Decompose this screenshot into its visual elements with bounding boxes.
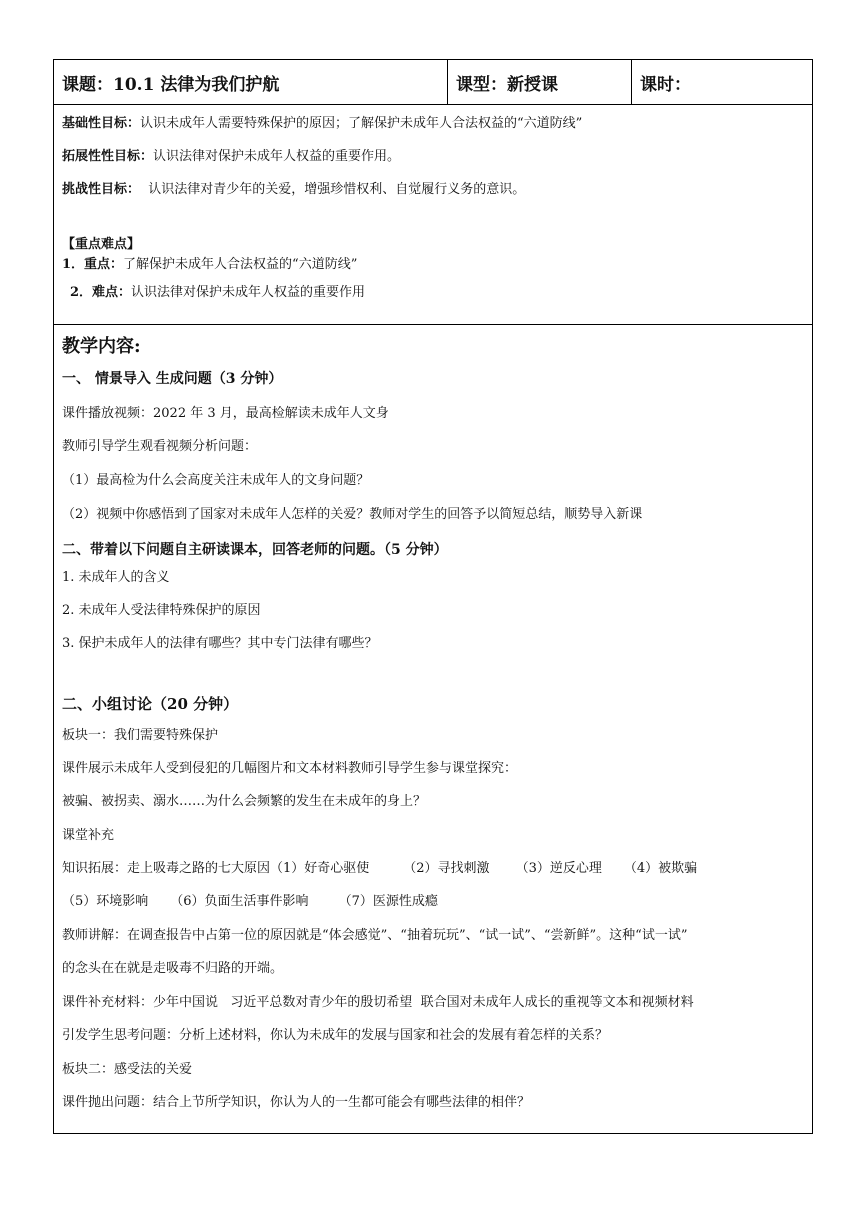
s1-line-3: （1）最高检为什么会高度关注未成年人的文身问题？ xyxy=(62,473,370,488)
section-1-title: 一、 情景导入 生成问题（3 分钟） xyxy=(62,371,283,387)
key-title-text: 【重点难点】 xyxy=(62,237,141,252)
extended-goal xyxy=(62,149,400,165)
s3-line-2: 课件展示未成年人受到侵犯的几幅图片和文本材料教师引导学生参与课堂探究： xyxy=(62,761,518,776)
content-row xyxy=(54,325,813,1134)
s3-line-9: 课件补充材料：少年中国说 习近平总数对青少年的殷切希望 联合国对未成年人成长的重视等文本和视频材料 xyxy=(62,995,694,1010)
s3-line-3: 被骗、被拐卖、溺水……为什么会频繁的发生在未成年的身上？ xyxy=(62,794,427,809)
period-text: 课时： xyxy=(640,74,691,95)
s3-line-12: 课件抛出问题：结合上节所学知识，你认为人的一生都可能会有哪些法律的相伴？ xyxy=(62,1095,531,1110)
basic-goal-label: 基础性目标： xyxy=(62,116,141,131)
key-point-2-text: 认识法律对保护未成年人权益的重要作用 xyxy=(131,285,366,300)
s3-line-8: 的念头在在就是走吸毒不归路的开端。 xyxy=(62,961,284,976)
extended-goal-label: 拓展性性目标： xyxy=(62,149,154,164)
s3-line-1: 板块一：我们需要特殊保护 xyxy=(62,728,219,743)
period-cell xyxy=(632,60,813,105)
s3-line-5 xyxy=(62,861,697,877)
s2-line-3: 3. 保护未成年人的法律有哪些？其中专门法律有哪些？ xyxy=(62,636,378,651)
challenge-goal-text: 认识法律对青少年的关爱，增强珍惜权利、自觉履行义务的意识。 xyxy=(140,182,526,197)
challenge-goal xyxy=(62,182,525,198)
s3-line-5-c: （3）逆反心理 xyxy=(515,861,602,876)
topic-text: 课题：10.1 法律为我们护航 xyxy=(62,74,280,95)
s3-line-11: 板块二：感受法的关爱 xyxy=(62,1062,193,1077)
header-row xyxy=(54,60,813,105)
key-point-1-label: 1．重点： xyxy=(62,257,124,272)
s3-line-4: 课堂补充 xyxy=(62,828,115,843)
s3-line-6-b: （6）负面生活事件影响 xyxy=(170,894,309,909)
s3-line-10: 引发学生思考问题：分析上述材料，你认为未成年的发展与国家和社会的发展有着怎样的关系？ xyxy=(62,1028,609,1043)
lesson-plan-table xyxy=(53,59,813,1134)
key-point-1 xyxy=(62,257,357,273)
basic-goal-text: 认识未成年人需要特殊保护的原因；了解保护未成年人合法权益的“六道防线” xyxy=(140,116,583,131)
goals-block xyxy=(54,105,812,324)
challenge-goal-label: 挑战性目标： xyxy=(62,182,141,197)
section-3-title: 二、小组讨论（20 分钟） xyxy=(62,695,239,713)
basic-goal xyxy=(62,116,582,132)
content-title: 教学内容: xyxy=(62,336,141,357)
s3-line-7: 教师讲解：在调查报告中占第一位的原因就是“体会感觉”、“抽着玩玩”、“试一试”、“尝新鲜”。这种“试一试” xyxy=(62,928,688,943)
s3-line-6-c: （7）医源性成瘾 xyxy=(338,894,438,909)
s2-line-1: 1. 未成年人的含义 xyxy=(62,570,170,585)
content-block xyxy=(54,325,812,1133)
s3-line-5-a: 知识拓展：走上吸毒之路的七大原因（1）好奇心驱使 xyxy=(62,861,370,876)
topic-cell xyxy=(54,60,448,105)
content-cell xyxy=(54,325,813,1134)
s3-line-5-d: （4）被欺骗 xyxy=(623,861,698,876)
s1-line-4: （2）视频中你感悟到了国家对未成年人怎样的关爱？教师对学生的回答予以简短总结，顺势导入新课 xyxy=(62,507,643,522)
type-cell xyxy=(448,60,632,105)
s3-line-5-b: （2）寻找刺激 xyxy=(403,861,490,876)
key-title xyxy=(62,237,140,253)
s3-line-6 xyxy=(62,894,438,910)
extended-goal-text: 认识法律对保护未成年人权益的重要作用。 xyxy=(153,149,401,164)
key-point-2 xyxy=(70,285,365,301)
type-text: 课型：新授课 xyxy=(456,74,558,95)
section-2-title: 二、带着以下问题自主研读课本，回答老师的问题。（5 分钟） xyxy=(62,542,448,558)
key-point-1-text: 了解保护未成年人合法权益的“六道防线” xyxy=(123,257,358,272)
s1-line-2: 教师引导学生观看视频分析问题： xyxy=(62,439,258,454)
s2-line-2: 2. 未成年人受法律特殊保护的原因 xyxy=(62,603,261,618)
key-point-2-label: 2．难点： xyxy=(70,285,132,300)
goals-row xyxy=(54,105,813,325)
goals-cell xyxy=(54,105,813,325)
s1-line-1: 课件播放视频：2022 年 3 月，最高检解读未成年人文身 xyxy=(62,406,389,421)
s3-line-6-a: （5）环境影响 xyxy=(62,894,149,909)
